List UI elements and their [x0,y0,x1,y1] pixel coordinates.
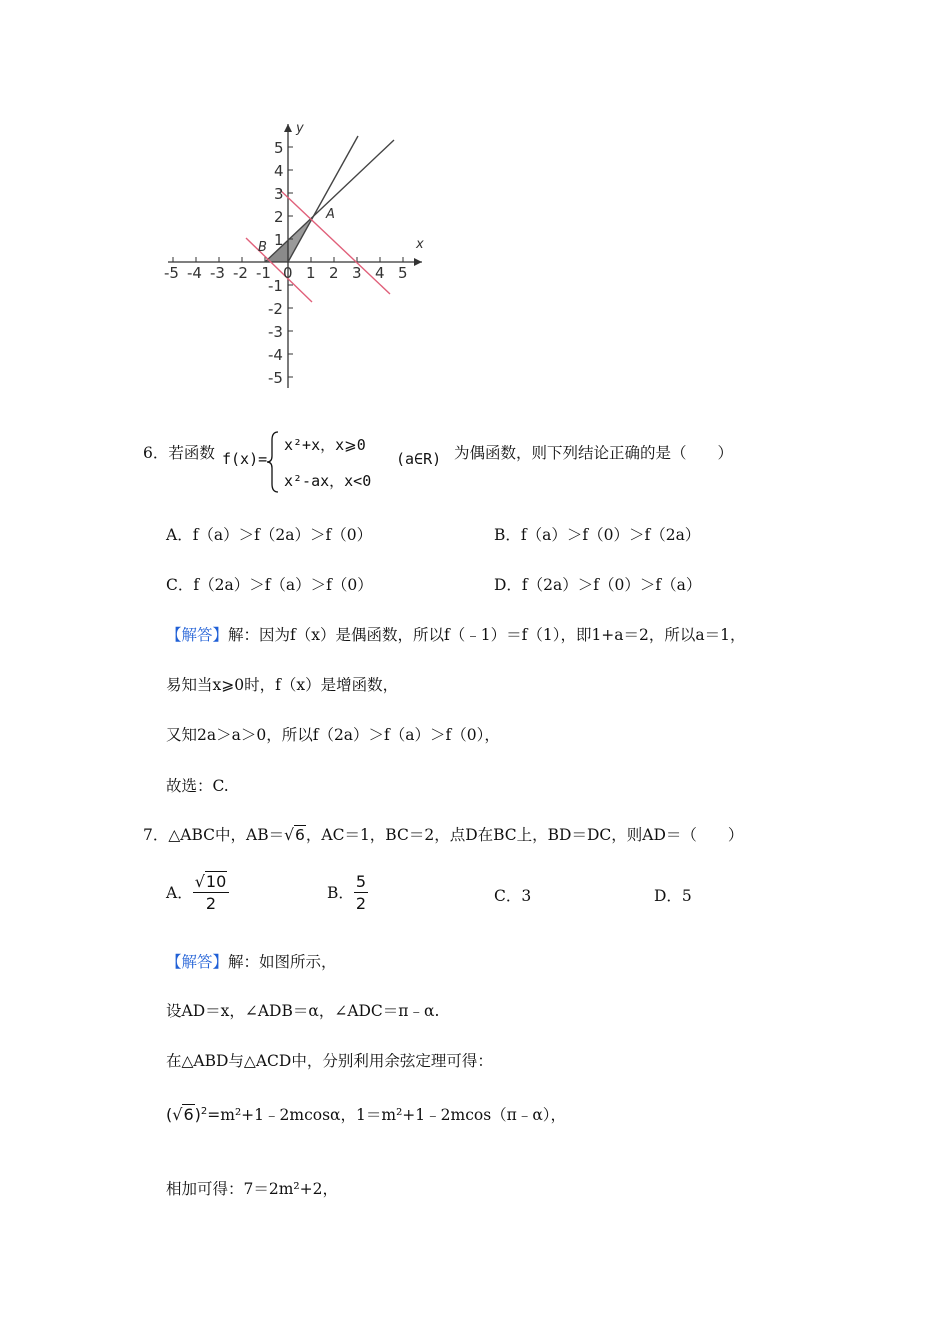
x-tick-neg3: -3 [210,264,225,282]
y-axis-label: y [296,121,304,136]
q7-answer-line4: $(√6)^2=m^2+1﹣2mcos\alpha$，1＝m²+1﹣2mcos（π﹣α）， [166,1105,567,1124]
q7-answer-line2: 设AD＝x，∠ADB＝α，∠ADC＝π﹣α. [166,1002,440,1020]
y-tick-4: 4 [274,162,284,180]
y-axis-arrow-icon [284,124,292,132]
q7-option-a-fraction: $\frac{√10}{2}$ [193,874,230,912]
x-tick-neg2: -2 [233,264,248,282]
q7-answer-line1: 【解答】解：如图所示， [166,953,337,971]
x-tick-5: 5 [398,264,408,282]
q6-answer-line2: 易知当x⩾0时，f（x）是增函数， [166,676,399,694]
coordinate-graph [150,110,440,400]
x-tick-0: 0 [283,264,293,282]
y-tick-neg1: -1 [268,277,283,295]
line-y-2x [288,136,358,262]
q6-number: 6． [143,444,169,462]
x-tick-neg4: -4 [187,264,202,282]
q6-stem [143,442,215,492]
y-tick-neg2: -2 [268,300,283,318]
point-b-label: B [258,240,267,255]
y-tick-2: 2 [274,208,284,226]
q6-answer-line3: 又知2a＞a＞0，所以f（2a）＞f（a）＞f（0）， [166,726,500,744]
x-tick-3: 3 [352,264,362,282]
x-axis-label: x [416,237,424,252]
q7-answer-tag: 【解答】 [166,953,229,971]
q7-answer-line5: 相加可得：7＝2m²+2， [166,1180,338,1198]
q7-sqrt6: √6 [284,826,305,844]
x-tick-2: 2 [329,264,339,282]
y-tick-neg4: -4 [268,346,283,364]
q7-option-b: B． $\frac{5}{2}$ [327,872,367,913]
q6-case2: x²-ax，x<0 [284,472,372,490]
left-brace-icon [266,430,280,494]
q6-prefix: 若函数 [168,444,215,462]
x-tick-neg1: -1 [256,264,271,282]
y-tick-neg5: -5 [268,369,283,387]
q7-number: 7． [143,826,169,844]
x-tick-neg5: -5 [164,264,179,282]
q6-answer-line4: 故选：C. [166,777,229,795]
x-tick-4: 4 [375,264,385,282]
q7-option-d: D．5 [654,887,692,905]
q6-option-c: C．f（2a）＞f（a）＞f（0） [166,576,373,594]
q6-option-b: B．f（a）＞f（0）＞f（2a） [494,526,701,544]
y-tick-3: 3 [274,185,284,203]
q7-option-a: A． $\frac{√10}{2}$ [166,874,229,924]
y-tick-5: 5 [274,139,284,157]
q7-option-c: C．3 [494,887,532,905]
q6-answer-tag: 【解答】 [166,626,229,644]
line-y-x-plus-1 [265,140,394,262]
q6-option-a: A．f（a）＞f（2a）＞f（0） [166,526,373,544]
x-tick-1: 1 [306,264,316,282]
y-tick-1: 1 [274,231,284,249]
q7-stem: 7．△ABC中，AB＝√6，AC＝1，BC＝2，点D在BC上，BD＝DC，则AD＝（ ） [143,826,744,844]
q6-fx: f(x)= [222,450,268,468]
x-axis-arrow-icon [414,258,422,266]
q7-answer-line3: 在△ABD与△ACD中，分别利用余弦定理可得： [166,1052,493,1070]
q6-suffix: 为偶函数，则下列结论正确的是（ ） [454,444,734,462]
q7-option-b-fraction: $\frac{5}{2}$ [355,872,367,913]
point-a-label: A [326,207,335,222]
q6-case1: x²+x，x⩾0 [284,436,366,454]
q6-param: (a∈R) [396,450,442,468]
q6-answer-line1: 【解答】解：因为f（x）是偶函数，所以f（﹣1）＝f（1），即1+a＝2，所以a＝1， [166,626,746,644]
q7-sqrt6-paren: (√6) [166,1105,201,1124]
y-tick-neg3: -3 [268,323,283,341]
q6-option-d: D．f（2a）＞f（0）＞f（a） [494,576,702,594]
